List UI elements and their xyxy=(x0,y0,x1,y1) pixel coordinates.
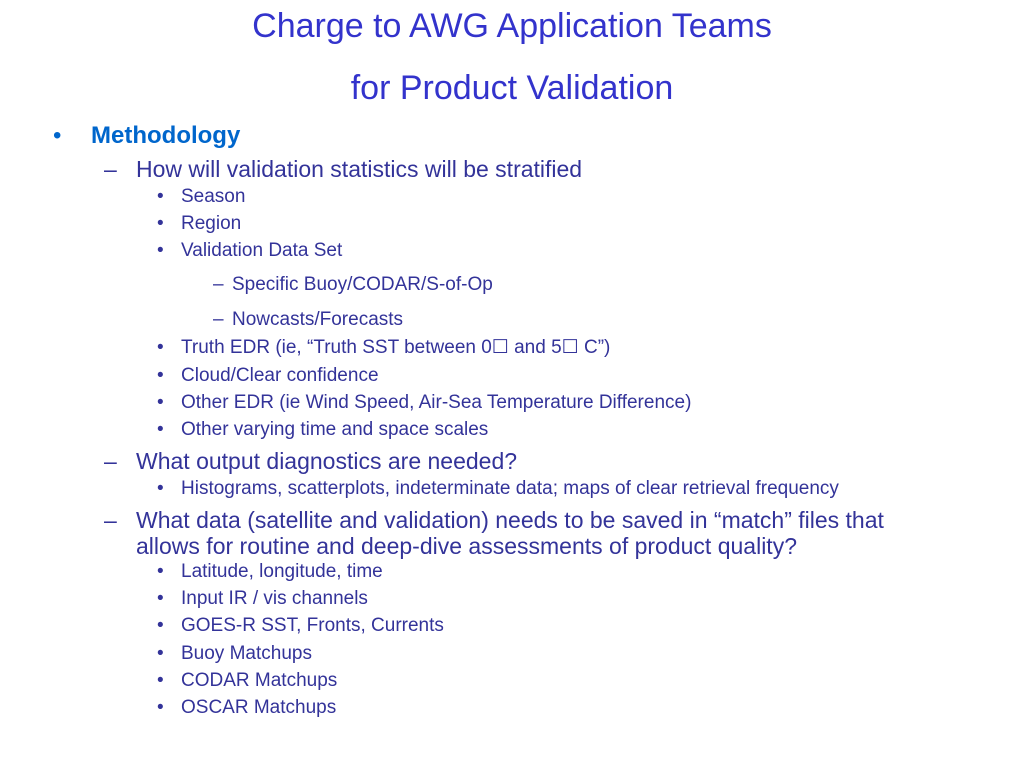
bullet-marker: • xyxy=(157,615,164,636)
list-item-text: Truth EDR (ie, “Truth SST between 0☐ and 5☐ C”) xyxy=(181,337,611,358)
slide-title-line-2: for Product Validation xyxy=(350,69,674,107)
dash-marker: – xyxy=(104,507,117,533)
bullet-marker: • xyxy=(157,337,164,358)
bullet-marker: • xyxy=(157,478,164,499)
list-item-text: Validation Data Set xyxy=(181,240,343,261)
bullet-marker: • xyxy=(157,240,164,261)
section-label: Methodology xyxy=(91,122,241,149)
bullet-marker: • xyxy=(157,186,164,207)
dash-marker: – xyxy=(104,448,117,474)
dash-marker: – xyxy=(104,156,117,182)
bullet-marker: • xyxy=(157,670,164,691)
list-item-text: Other EDR (ie Wind Speed, Air-Sea Temperature Difference) xyxy=(181,392,692,413)
bullet-marker: • xyxy=(157,643,164,664)
bullet-marker: • xyxy=(157,561,164,582)
bullet-marker: • xyxy=(157,419,164,440)
dash-marker: – xyxy=(213,274,224,295)
question-text: What output diagnostics are needed? xyxy=(136,448,518,474)
bullet-marker: • xyxy=(157,588,164,609)
bullet-marker: • xyxy=(157,392,164,413)
question-text-line-2: allows for routine and deep-dive assessments of product quality? xyxy=(136,533,797,559)
sub-item-text: Specific Buoy/CODAR/S-of-Op xyxy=(232,274,493,295)
list-item-text: Buoy Matchups xyxy=(181,643,312,664)
list-item-text: Season xyxy=(181,186,246,207)
list-item-text: OSCAR Matchups xyxy=(181,697,337,718)
slide-title-line-1: Charge to AWG Application Teams xyxy=(252,7,772,45)
list-item-text: Input IR / vis channels xyxy=(181,588,368,609)
list-item-text: Other varying time and space scales xyxy=(181,419,489,440)
bullet-marker: • xyxy=(157,365,164,386)
bullet-marker: • xyxy=(157,697,164,718)
list-item-text: GOES-R SST, Fronts, Currents xyxy=(181,615,444,636)
question-text-line-1: What data (satellite and validation) needs to be saved in “match” files that xyxy=(136,507,884,533)
question-text: How will validation statistics will be stratified xyxy=(136,156,583,182)
list-item-text: Latitude, longitude, time xyxy=(181,561,383,582)
list-item-text: Region xyxy=(181,213,242,234)
bullet-marker: • xyxy=(157,213,164,234)
dash-marker: – xyxy=(213,309,224,330)
list-item-text: CODAR Matchups xyxy=(181,670,338,691)
list-item-text: Histograms, scatterplots, indeterminate data; maps of clear retrieval frequency xyxy=(181,478,839,499)
sub-item-text: Nowcasts/Forecasts xyxy=(232,309,404,330)
bullet-marker: • xyxy=(53,122,62,149)
list-item-text: Cloud/Clear confidence xyxy=(181,365,379,386)
